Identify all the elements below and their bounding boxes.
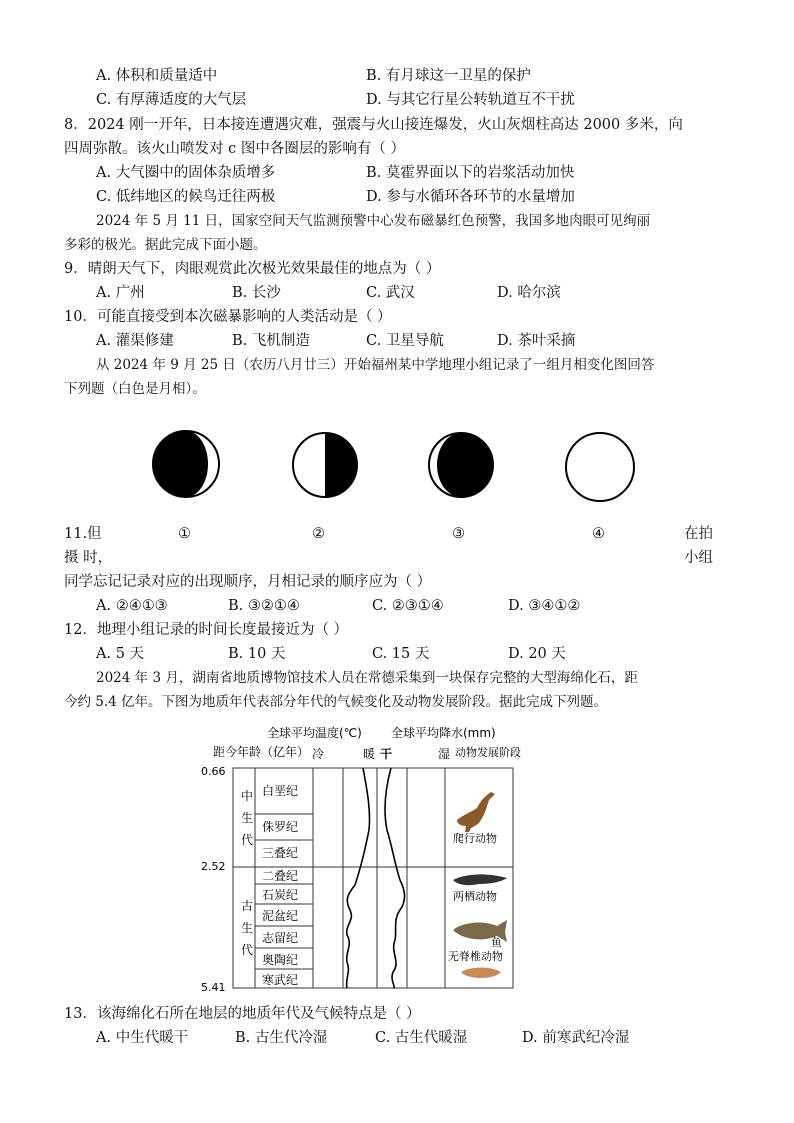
animal-amphibian: 两栖动物 xyxy=(453,890,497,903)
intro1-line1: 2024 年 5 月 11 日，国家空间天气监测预警中心发布磁暴红色预警，我国多地肉眼可见绚丽 xyxy=(96,213,651,229)
q9-option-a: A. 广州 xyxy=(96,285,145,301)
q13-option-c: C. 古生代暖湿 xyxy=(375,1030,468,1046)
q8-option-d: D. 参与水循环各环节的水量增加 xyxy=(366,189,575,205)
intro3-line1: 2024 年 3 月，湖南省地质博物馆技术人员在常德采集到一块保存完整的大型海绵化石，距 xyxy=(96,670,638,686)
q11-option-c: C. ②③①④ xyxy=(372,598,444,614)
q8-stem-line2: 四周弥散。该火山喷发对 c 图中各圈层的影响有（ ） xyxy=(64,141,405,157)
period-triassic: 三叠纪 xyxy=(262,846,299,860)
moon-label-3: ③ xyxy=(452,526,465,542)
era-mesozoic-1: 中 xyxy=(241,789,254,803)
q7-option-b: B. 有月球这一卫星的保护 xyxy=(366,68,531,84)
intro3-line2: 今约 5.4 亿年。下图为地质年代表部分年代的气候变化及动物发展阶段。据此完成下列题。 xyxy=(64,694,608,710)
moon-label-2: ② xyxy=(312,526,325,542)
q11-option-d: D. ③④①② xyxy=(508,598,581,614)
moon-label-4: ④ xyxy=(592,526,605,542)
q9-option-c: C. 武汉 xyxy=(366,285,415,301)
period-silurian: 志留纪 xyxy=(262,931,299,945)
q12-option-b: B. 10 天 xyxy=(228,646,286,662)
q7-option-a: A. 体积和质量适中 xyxy=(96,68,218,84)
reptile-icon xyxy=(457,792,495,832)
q13-option-d: D. 前寒武纪冷湿 xyxy=(522,1030,630,1046)
dry-label: 干 xyxy=(380,747,393,761)
q10-option-a: A. 灌渠修建 xyxy=(96,333,174,349)
animal-fish: 鱼 xyxy=(491,936,502,949)
period-cambrian: 寒武纪 xyxy=(262,973,299,987)
geologic-climate-diagram xyxy=(195,720,525,999)
animal-header: 动物发展阶段 xyxy=(455,746,521,759)
q11-suffix-1: 在拍 xyxy=(684,526,713,542)
q13-stem: 13．该海绵化石所在地层的地质年代及气候特点是（ ） xyxy=(64,1006,421,1022)
tick-541: 5.41 xyxy=(201,981,226,994)
animal-invertebrate: 无脊椎动物 xyxy=(448,950,503,963)
q8-option-b: B. 莫霍界面以下的岩浆活动加快 xyxy=(366,165,575,181)
temperature-curve xyxy=(347,768,370,988)
q9-option-d: D. 哈尔滨 xyxy=(497,285,561,301)
q12-option-c: C. 15 天 xyxy=(372,646,430,662)
era-mesozoic-3: 代 xyxy=(241,833,254,847)
q8-stem-line1: 8．2024 刚一开年，日本接连遭遇灾难，强震与火山接连爆发，火山灰烟柱高达 2000 多米，向 xyxy=(64,117,683,133)
moon-label-1: ① xyxy=(178,526,191,542)
q10-option-c: C. 卫星导航 xyxy=(366,333,444,349)
q12-option-d: D. 20 天 xyxy=(508,646,566,662)
period-cretaceous: 白垩纪 xyxy=(262,784,299,798)
cold-label: 冷 xyxy=(312,747,325,761)
q11-suffix-2: 小组 xyxy=(684,550,713,566)
period-permian: 二叠纪 xyxy=(262,869,299,883)
q11-prefix-1: 11.但 xyxy=(64,526,102,542)
moon-phase-2 xyxy=(290,430,360,500)
warm-label: 暖 xyxy=(363,747,376,761)
intro2-line1: 从 2024 年 9 月 25 日（农历八月廿三）开始福州某中学地理小组记录了一组月相变化图回答 xyxy=(96,357,655,373)
q11-option-a: A. ②④①③ xyxy=(96,598,168,614)
q9-stem: 9．晴朗天气下，肉眼观赏此次极光效果最佳的地点为（ ） xyxy=(64,261,441,277)
q10-option-d: D. 茶叶采摘 xyxy=(497,333,576,349)
era-paleozoic-1: 古 xyxy=(241,899,254,913)
moon-phase-3 xyxy=(426,430,496,500)
q8-option-a: A. 大气圈中的固体杂质增多 xyxy=(96,165,276,181)
q12-option-a: A. 5 天 xyxy=(96,646,145,662)
q11-option-b: B. ③②①④ xyxy=(228,598,300,614)
intro1-line2: 多彩的极光。据此完成下面小题。 xyxy=(64,237,267,253)
era-mesozoic-2: 生 xyxy=(241,811,254,825)
wet-label: 湿 xyxy=(438,747,451,761)
precipitation-curve xyxy=(385,768,405,988)
age-header: 距今年龄（亿年） xyxy=(213,745,310,759)
temp-header: 全球平均温度(℃) xyxy=(267,726,362,740)
q13-option-a: A. 中生代暖干 xyxy=(96,1030,189,1046)
period-jurassic: 侏罗纪 xyxy=(262,820,299,834)
tick-066: 0.66 xyxy=(201,765,226,778)
amphibian-icon xyxy=(453,874,507,885)
q9-option-b: B. 长沙 xyxy=(232,285,281,301)
era-paleozoic-3: 代 xyxy=(241,943,254,957)
q11-prefix-2: 摄 时， xyxy=(64,550,113,566)
q11-stem: 同学忘记记录对应的出现顺序，月相记录的顺序应为（ ） xyxy=(64,574,432,590)
q8-option-c: C. 低纬地区的候鸟迁往两极 xyxy=(96,189,276,205)
moon-phase-1 xyxy=(150,428,222,500)
q10-stem: 10．可能直接受到本次磁暴影响的人类活动是（ ） xyxy=(64,309,392,325)
era-paleozoic-2: 生 xyxy=(241,921,254,935)
moon-phase-4 xyxy=(563,430,637,504)
period-carboniferous: 石炭纪 xyxy=(262,888,299,902)
period-devonian: 泥盆纪 xyxy=(262,909,299,923)
q10-option-b: B. 飞机制造 xyxy=(232,333,310,349)
period-ordovician: 奥陶纪 xyxy=(262,953,299,967)
precip-header: 全球平均降水(mm) xyxy=(391,726,496,740)
animal-reptile: 爬行动物 xyxy=(453,832,497,845)
q7-option-d: D. 与其它行星公转轨道互不干扰 xyxy=(366,92,575,108)
intro2-line2: 下列题（白色是月相）。 xyxy=(64,381,206,397)
tick-252: 2.52 xyxy=(201,860,226,873)
q13-option-b: B. 古生代冷湿 xyxy=(235,1030,328,1046)
q12-stem: 12．地理小组记录的时间长度最接近为（ ） xyxy=(64,622,349,638)
q7-option-c: C. 有厚薄适度的大气层 xyxy=(96,92,247,108)
trilobite-icon xyxy=(461,968,501,979)
